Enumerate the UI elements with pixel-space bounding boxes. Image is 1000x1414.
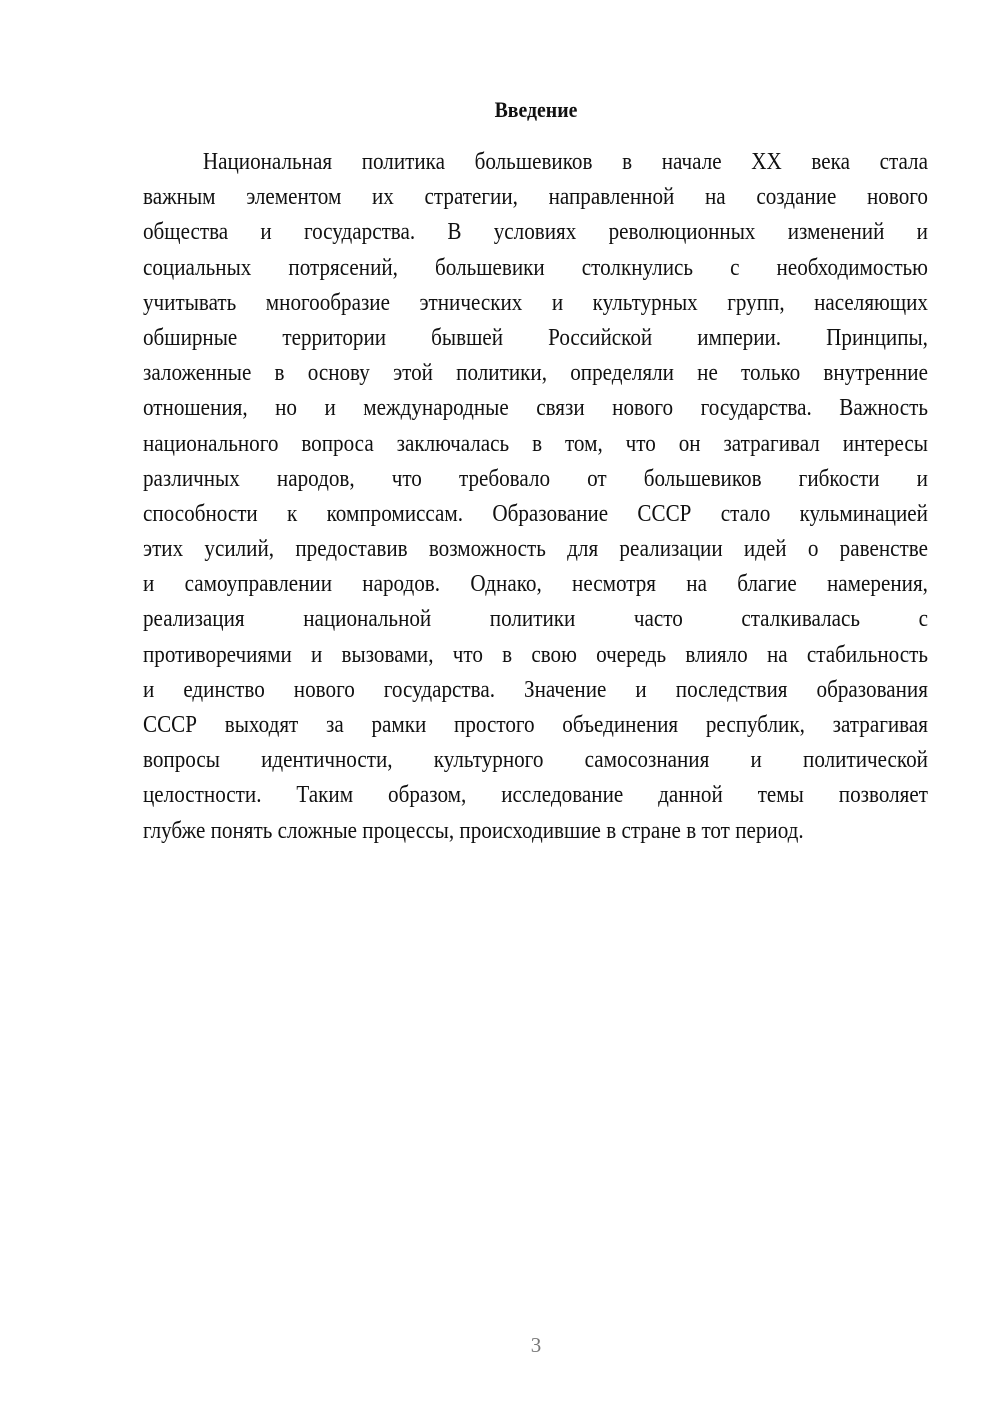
paragraph-line: и самоуправлении народов. Однако, несмотря на благие намерения, xyxy=(143,571,928,598)
section-heading: Введение xyxy=(494,97,578,122)
paragraph-line: различных народов, что требовало от большевиков гибкости и xyxy=(143,465,928,492)
paragraph-line: целостности. Таким образом, исследование данной темы позволяет xyxy=(143,782,928,809)
introduction-paragraph xyxy=(143,145,928,849)
paragraph-line: противоречиями и вызовами, что в свою очередь влияло на стабильность xyxy=(143,641,928,668)
paragraph-line: СССР выходят за рамки простого объединения республик, затрагивая xyxy=(143,712,928,738)
paragraph-line: реализация национальной политики часто сталкивалась с xyxy=(143,606,928,633)
paragraph-line: Национальная политика большевиков в начале XX века стала xyxy=(202,149,928,175)
page-number: 3 xyxy=(530,1333,542,1357)
paragraph-line: социальных потрясений, большевики столкнулись с необходимостью xyxy=(143,254,928,281)
paragraph-line: национального вопроса заключалась в том, что он затрагивал интересы xyxy=(143,430,928,457)
paragraph-line: общества и государства. В условиях революционных изменений и xyxy=(143,219,928,246)
paragraph-line: учитывать многообразие этнических и культурных групп, населяющих xyxy=(143,289,928,316)
paragraph-line: глубже понять сложные процессы, происходившие в стране в тот период. xyxy=(143,817,804,844)
paragraph-line: этих усилий, предоставив возможность для реализации идей о равенстве xyxy=(143,536,928,563)
paragraph-line: важным элементом их стратегии, направленной на создание нового xyxy=(143,184,928,211)
paragraph-line: и единство нового государства. Значение и последствия образования xyxy=(143,676,928,703)
paragraph-line: вопросы идентичности, культурного самосознания и политической xyxy=(143,747,928,774)
paragraph-line: способности к компромиссам. Образование СССР стало кульминацией xyxy=(143,500,928,527)
paragraph-line: отношения, но и международные связи нового государства. Важность xyxy=(143,395,928,422)
paragraph-line: обширные территории бывшей Российской империи. Принципы, xyxy=(143,324,928,351)
paragraph-line: заложенные в основу этой политики, определяли не только внутренние xyxy=(143,360,928,387)
